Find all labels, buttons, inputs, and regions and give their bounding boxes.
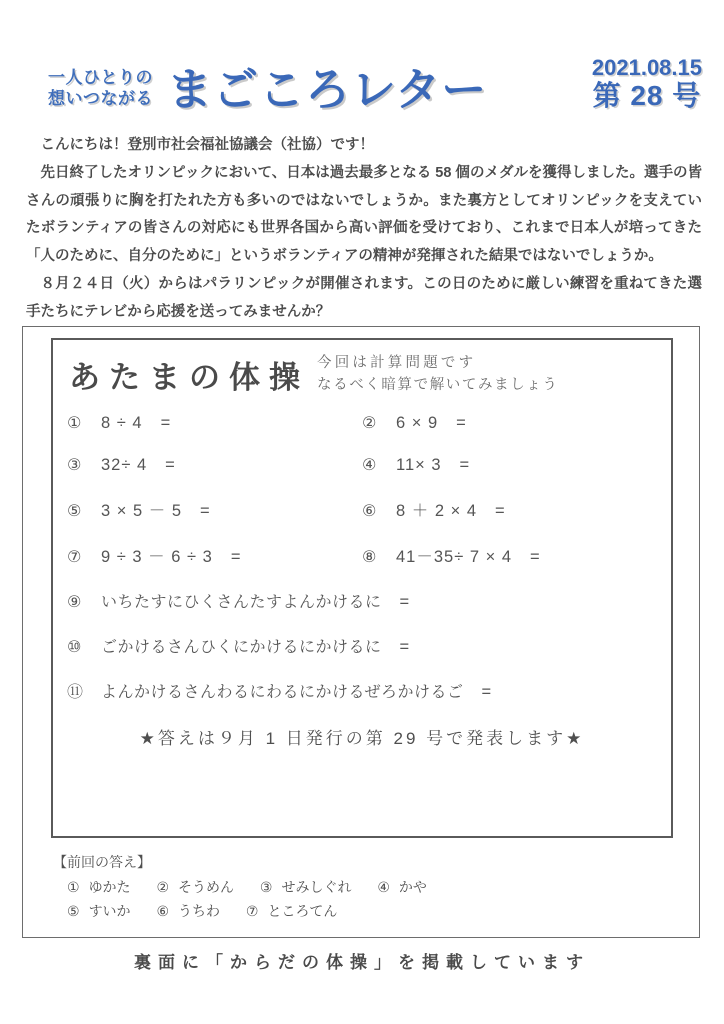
issue-block [592,56,702,114]
problem-number: ⑦ [67,549,82,566]
quiz-title: あたまの体操 [69,360,309,395]
intro-paragraph-3: ８月２４日（火）からはパラリンピックが開催されます。この日のために厳しい練習を重ねてきた選手たちにテレビから応援を送ってみませんか？ [26,276,702,320]
answer-number: ④ [377,878,390,895]
problem-number: ⑥ [362,503,377,520]
problem-equals: = [530,548,540,566]
footer-note: 裏面に「からだの体操」を掲載しています [134,953,590,972]
previous-answers-row [53,876,671,900]
answer-number: ⑤ [67,902,80,919]
problem-expression: 32÷ 4 [101,456,148,474]
problem-expression: 8 ÷ 4 [101,414,143,432]
answer-text: ところてん [267,902,338,919]
answer-number: ⑥ [156,902,170,919]
answer-text: ゆかた [88,878,131,895]
answer-announcement: ★答えは９月 1 日発行の第 29 号で発表します★ [139,729,585,748]
problem-expression: よんかけるさんわるにわるにかけるぜろかけるご [101,684,464,701]
previous-answers-row [53,900,671,924]
answer-text: うちわ [178,902,221,919]
quiz-subtitle-line-1: 今回は計算問題です [317,354,477,371]
answer-text: すいか [88,902,131,919]
problem-number: ④ [362,457,377,474]
problem-equals: = [200,502,210,520]
problem-row [67,679,657,702]
problem-item [67,589,657,612]
issue-date: 2021.08.15 [591,54,702,80]
problem-row [67,455,657,475]
problem-equals: = [481,683,492,701]
problem-number: ⑩ [67,639,82,656]
answer-number: ① [67,878,80,895]
problem-equals: = [456,414,466,432]
problem-number: ⑨ [67,594,82,611]
problem-expression: ごかけるさんひくにかけるにかけるに [101,639,382,656]
problem-row [67,413,657,433]
intro-paragraph-2: 先日終了したオリンピックにおいて、日本は過去最多となる 58 個のメダルを獲得しました。選手の皆さんの頑張りに胸を打たれた方も多いのではないでしょうか。また裏方としてオリンピックを支えていたボランティアの皆さんの対応にも世界各国から高い評価を受けており、これまで日本人が培ってきた「人のために、自分のために」というボランティアの精神が発揮された結果ではないでしょうか。 [26,164,702,265]
previous-answers-title: 【前回の答え】 [53,854,151,870]
problem-expression: 9 ÷ 3 － 6 ÷ 3 [101,548,213,566]
answer-text: かや [398,878,427,895]
quiz-header [53,340,671,397]
previous-answer-item [156,900,242,924]
tagline-line-2: 想いつながる [48,89,153,109]
problem-equals: = [160,414,171,432]
problem-item [67,543,362,567]
quiz-outer-box [22,326,700,938]
masthead-tagline [48,67,153,115]
problem-equals: = [399,638,410,656]
problem-expression: いちたすにひくさんたすよんかけるに [101,594,382,611]
masthead [0,0,724,114]
intro-paragraph-1: こんにちは！登別市社会福祉協議会（社協）です！ [40,137,374,153]
problem-item [67,455,362,475]
problem-item [67,413,362,433]
problem-number: ⑪ [67,684,84,701]
problem-equals: = [165,456,175,474]
quiz-subtitle [317,353,559,397]
problem-row [67,589,657,612]
answer-number: ③ [259,878,273,895]
quiz-subtitle-line-2: なるべく暗算で解いてみましょう [317,376,559,393]
problem-item [67,634,657,657]
previous-answers-section [53,851,671,923]
problem-item [362,413,657,433]
problem-expression: 8 ＋ 2 × 4 [396,502,478,520]
problem-number: ③ [67,457,82,474]
problem-list [53,413,671,749]
issue-number: 第 28 号 [592,79,702,111]
problem-number: ① [67,415,82,432]
problem-row [67,497,657,521]
problem-expression: 11× 3 [396,456,442,474]
answer-number: ② [156,878,170,895]
previous-answer-item [246,900,359,924]
quiz-inner-box [51,338,673,838]
problem-number: ⑧ [362,549,377,566]
problem-row [67,543,657,567]
problem-equals: = [230,548,241,566]
problem-equals: = [399,593,410,611]
previous-answer-item [67,900,153,924]
problem-row [67,634,657,657]
problem-expression: 3 × 5 － 5 [101,502,183,520]
problem-item [67,679,657,702]
previous-answer-item [377,876,449,900]
answer-text: せみしぐれ [281,878,352,895]
problem-item [67,497,362,521]
newsletter-title: まごころレター [167,64,488,115]
problem-expression: 6 × 9 [396,414,439,432]
problem-item [362,543,657,567]
previous-answer-item [67,876,153,900]
problem-equals: = [495,502,505,520]
problem-number: ⑤ [67,503,82,520]
problem-number: ② [362,415,377,432]
problem-equals: = [459,456,470,474]
previous-answer-item [260,876,374,900]
answer-number: ⑦ [245,902,259,919]
problem-expression: 41－35÷ 7 × 4 [396,548,513,566]
previous-answer-item [156,876,256,900]
intro-text [26,132,702,327]
answer-text: そうめん [178,878,235,895]
problem-item [362,455,657,475]
tagline-line-1: 一人ひとりの [48,67,153,87]
problem-item [362,497,657,521]
